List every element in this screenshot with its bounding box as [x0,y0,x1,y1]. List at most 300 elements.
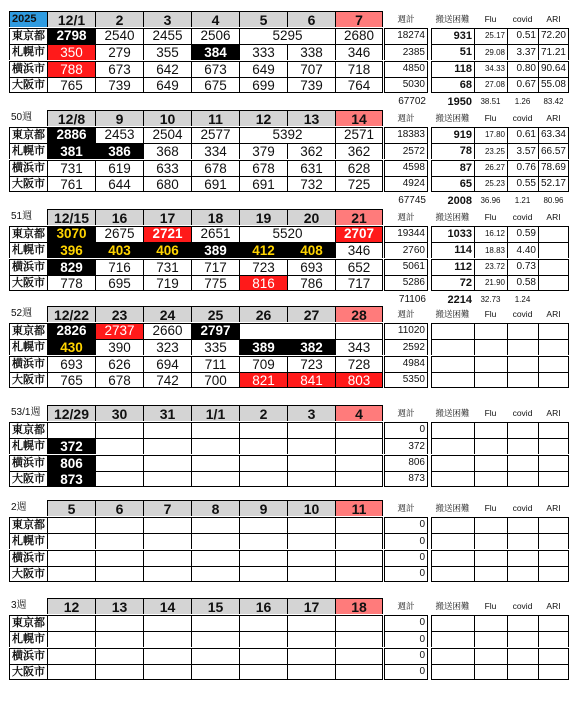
covid-value [507,438,538,454]
city-row [9,438,569,454]
transport-value: 114 [431,242,474,258]
day-value: 786 [287,275,335,291]
day-value [143,664,191,680]
day-value: 2680 [335,28,383,44]
day-header: 19 [239,209,287,225]
day-value: 408 [287,242,335,258]
day-value [287,455,335,471]
day-value [335,664,383,680]
ari-value [538,356,569,372]
week-total: 5061 [384,259,428,275]
week-total: 0 [384,422,428,438]
city-row [9,615,569,631]
day-value [335,533,383,549]
day-value: 680 [143,176,191,192]
week-total: 2592 [384,339,428,355]
day-header: 4 [191,11,239,27]
day-value [191,648,239,664]
week-total: 0 [384,648,428,664]
day-value [143,471,191,487]
transport-value [431,550,474,566]
day-value [143,648,191,664]
day-value [287,517,335,533]
grand-flu: 38.51 [480,97,501,106]
day-value [143,631,191,647]
day-value [239,631,287,647]
day-header: 26 [239,306,287,322]
week-total: 372 [384,438,428,454]
week-block [9,209,569,309]
day-value [287,438,335,454]
city-row [9,664,569,680]
city-label: 東京都 [9,517,47,533]
day-value: 649 [239,61,287,77]
covid-header: covid [512,600,533,611]
day-value: 343 [335,339,383,355]
total-header: 週計 [397,13,415,24]
day-value: 2651 [191,226,239,242]
week-block [9,598,569,698]
day-value: 742 [143,372,191,388]
week-total: 2760 [384,242,428,258]
transport-value [431,438,474,454]
covid-header: covid [512,112,533,123]
ari-value [538,422,569,438]
day-value [191,422,239,438]
day-header: 25 [191,306,239,322]
ari-value [538,259,569,275]
city-label: 東京都 [9,323,47,339]
day-value [95,517,143,533]
city-row [9,242,569,258]
city-label: 札幌市 [9,533,47,549]
day-value [239,438,287,454]
week-total: 0 [384,533,428,549]
day-value: 675 [191,77,239,93]
ari-value [538,631,569,647]
covid-value [507,323,538,339]
day-value: 829 [47,259,95,275]
day-value: 725 [335,176,383,192]
ari-value [538,615,569,631]
flu-value: 23.25 [474,143,507,159]
total-header: 週計 [397,407,415,418]
day-value: 2707 [335,226,383,242]
grand-transport: 2008 [447,194,472,207]
covid-value: 0.59 [507,226,538,242]
day-value: 633 [143,160,191,176]
day-value: 323 [143,339,191,355]
city-label: 大阪市 [9,77,47,93]
day-value: 2571 [335,127,383,143]
day-value [335,517,383,533]
week-label: 53/1週 [11,407,41,418]
transport-value [431,356,474,372]
day-header: 4 [335,405,383,421]
day-value: 873 [47,471,95,487]
day-value: 649 [143,77,191,93]
day-header: 28 [335,306,383,322]
day-value [191,471,239,487]
day-value: 695 [95,275,143,291]
day-header: 10 [287,500,335,516]
city-label: 東京都 [9,422,47,438]
day-value: 699 [239,77,287,93]
ari-header: ARI [546,308,561,319]
covid-value [507,422,538,438]
covid-value: 0.73 [507,259,538,275]
day-value: 379 [239,143,287,159]
day-value: 631 [287,160,335,176]
transport-value: 65 [431,176,474,192]
week-total: 18383 [384,127,428,143]
grand-ari: 83.42 [543,97,564,106]
day-value: 389 [239,339,287,355]
transport-value [431,372,474,388]
day-value: 673 [95,61,143,77]
city-label: 大阪市 [9,664,47,680]
transport-header: 搬送困難 [435,600,470,611]
ari-value: 71.21 [538,44,569,60]
day-value [239,517,287,533]
transport-value: 51 [431,44,474,60]
grand-transport: 2214 [447,293,472,306]
ari-value: 90.64 [538,61,569,77]
city-row [9,44,569,60]
day-value: 406 [143,242,191,258]
flu-value: 17.80 [474,127,507,143]
transport-value [431,422,474,438]
week-header-row [9,500,569,516]
city-row [9,77,569,93]
covid-value: 0.61 [507,127,538,143]
covid-header: covid [512,308,533,319]
covid-value [507,471,538,487]
day-value [95,615,143,631]
week-block [9,110,569,210]
day-value [191,615,239,631]
covid-value [507,455,538,471]
week-total: 2385 [384,44,428,60]
day-header: 18 [191,209,239,225]
city-label: 横浜市 [9,160,47,176]
day-value [335,566,383,582]
city-label: 横浜市 [9,259,47,275]
day-value-merged: 5392 [239,127,335,143]
week-total: 873 [384,471,428,487]
flu-value [474,455,507,471]
covid-value: 0.67 [507,77,538,93]
flu-value [474,550,507,566]
week-header-row [9,11,569,27]
day-value: 711 [191,356,239,372]
city-label: 札幌市 [9,438,47,454]
day-value: 279 [95,44,143,60]
flu-header: Flu [484,13,497,24]
covid-value [507,631,538,647]
day-value: 2455 [143,28,191,44]
covid-value [507,533,538,549]
transport-header: 搬送困難 [435,407,470,418]
day-value: 642 [143,61,191,77]
day-value: 335 [191,339,239,355]
day-header: 15 [191,598,239,614]
city-row [9,275,569,291]
city-row [9,356,569,372]
city-label: 札幌市 [9,143,47,159]
day-value [47,550,95,566]
day-value: 362 [287,143,335,159]
day-value [239,455,287,471]
day-value: 386 [95,143,143,159]
transport-value [431,517,474,533]
transport-value: 118 [431,61,474,77]
day-header: 12 [47,598,95,614]
week-total: 0 [384,566,428,582]
flu-value: 16.12 [474,226,507,242]
day-header: 13 [95,598,143,614]
flu-header: Flu [484,407,497,418]
week-total: 4598 [384,160,428,176]
city-row [9,648,569,664]
day-value: 765 [47,77,95,93]
day-header: 12/22 [47,306,95,322]
day-value: 718 [335,61,383,77]
flu-value: 29.08 [474,44,507,60]
city-row [9,566,569,582]
day-value [287,631,335,647]
day-value: 694 [143,356,191,372]
day-value: 355 [143,44,191,60]
day-value: 678 [95,372,143,388]
day-value [47,664,95,680]
day-value [95,648,143,664]
grand-ari: 80.96 [543,196,564,205]
day-value: 2721 [143,226,191,242]
week-block [9,11,569,111]
total-header: 週計 [397,600,415,611]
day-value: 788 [47,61,95,77]
day-value: 806 [47,455,95,471]
day-value [47,422,95,438]
day-header: 11 [335,500,383,516]
week-label: 52週 [11,308,33,319]
day-value [95,550,143,566]
day-header: 21 [335,209,383,225]
day-header: 12/8 [47,110,95,126]
day-value [239,550,287,566]
week-label: 50週 [11,112,33,123]
flu-value [474,566,507,582]
ari-header: ARI [546,407,561,418]
day-value [335,455,383,471]
day-value [47,615,95,631]
day-header: 14 [335,110,383,126]
day-value: 389 [191,242,239,258]
day-value: 396 [47,242,95,258]
transport-value: 112 [431,259,474,275]
day-value: 2506 [191,28,239,44]
covid-value [507,615,538,631]
day-value [95,533,143,549]
week-total: 18274 [384,28,428,44]
city-row [9,471,569,487]
city-label: 東京都 [9,127,47,143]
city-row [9,533,569,549]
day-value: 2504 [143,127,191,143]
day-value: 382 [287,339,335,355]
grand-total: 71106 [398,294,426,305]
transport-header: 搬送困難 [435,502,470,513]
day-value: 644 [95,176,143,192]
day-value [239,648,287,664]
ari-value [538,438,569,454]
day-header: 7 [143,500,191,516]
day-value [143,566,191,582]
city-label: 大阪市 [9,176,47,192]
week-header-row [9,209,569,225]
day-value [239,533,287,549]
day-value: 775 [191,275,239,291]
transport-value [431,615,474,631]
ari-value: 78.69 [538,160,569,176]
city-row [9,455,569,471]
day-value: 723 [287,356,335,372]
day-value: 731 [143,259,191,275]
city-label: 札幌市 [9,339,47,355]
city-row [9,339,569,355]
day-header: 9 [239,500,287,516]
covid-value [507,339,538,355]
flu-value [474,471,507,487]
day-value: 732 [287,176,335,192]
day-value: 338 [287,44,335,60]
day-value: 691 [239,176,287,192]
covid-value: 0.58 [507,275,538,291]
ari-value [538,648,569,664]
day-value: 381 [47,143,95,159]
transport-value: 87 [431,160,474,176]
day-value: 2737 [95,323,143,339]
grand-total-row [9,94,569,110]
day-value: 816 [239,275,287,291]
grand-total: 67702 [398,96,426,107]
flu-header: Flu [484,308,497,319]
day-value: 764 [335,77,383,93]
covid-value: 4.40 [507,242,538,258]
day-value [95,631,143,647]
day-value [143,438,191,454]
day-value [47,648,95,664]
day-value [287,648,335,664]
day-header: 7 [335,11,383,27]
day-value: 2798 [47,28,95,44]
flu-value [474,372,507,388]
ari-value: 55.08 [538,77,569,93]
flu-header: Flu [484,502,497,513]
week-total: 2572 [384,143,428,159]
ari-value [538,517,569,533]
flu-value [474,438,507,454]
day-value: 390 [95,339,143,355]
transport-value: 68 [431,77,474,93]
city-label: 横浜市 [9,550,47,566]
city-row [9,323,569,339]
day-value: 739 [95,77,143,93]
day-value [95,471,143,487]
ari-value [538,455,569,471]
flu-value: 21.90 [474,275,507,291]
day-value [191,455,239,471]
transport-value [431,471,474,487]
day-value: 384 [191,44,239,60]
city-row [9,259,569,275]
city-label: 大阪市 [9,372,47,388]
day-value: 719 [143,275,191,291]
day-value: 346 [335,242,383,258]
day-value: 2660 [143,323,191,339]
day-value [191,664,239,680]
day-value [143,550,191,566]
day-value: 761 [47,176,95,192]
ari-header: ARI [546,502,561,513]
city-label: 札幌市 [9,44,47,60]
day-value [239,422,287,438]
transport-value: 931 [431,28,474,44]
day-value: 403 [95,242,143,258]
transport-value [431,664,474,680]
city-row [9,127,569,143]
day-value: 334 [191,143,239,159]
day-value [335,422,383,438]
week-total: 4984 [384,356,428,372]
flu-value [474,517,507,533]
day-header: 13 [287,110,335,126]
day-value: 362 [335,143,383,159]
day-value [143,517,191,533]
transport-value: 919 [431,127,474,143]
city-label: 大阪市 [9,471,47,487]
day-value: 2540 [95,28,143,44]
week-label: 2025 [9,11,47,27]
day-value: 2453 [95,127,143,143]
grand-covid: 1.21 [514,196,531,205]
flu-value [474,422,507,438]
grand-total-row [9,193,569,209]
day-value: 2826 [47,323,95,339]
transport-value: 78 [431,143,474,159]
covid-header: covid [512,13,533,24]
total-header: 週計 [397,308,415,319]
city-row [9,372,569,388]
ari-value [538,226,569,242]
city-row [9,550,569,566]
day-value [95,455,143,471]
transport-value [431,323,474,339]
transport-value [431,339,474,355]
day-header: 30 [95,405,143,421]
covid-value: 0.76 [507,160,538,176]
covid-header: covid [512,211,533,222]
flu-header: Flu [484,211,497,222]
day-value [191,533,239,549]
day-value: 765 [47,372,95,388]
day-value [287,550,335,566]
week-total: 0 [384,517,428,533]
day-header: 14 [143,598,191,614]
ari-header: ARI [546,13,561,24]
day-header: 2 [95,11,143,27]
